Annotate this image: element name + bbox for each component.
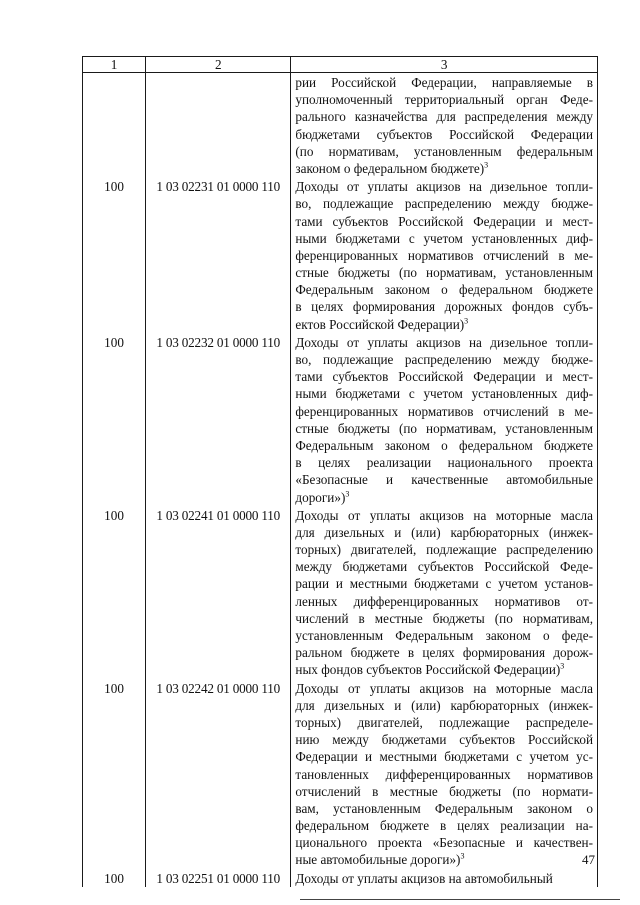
- description-line: [295, 351, 593, 368]
- footnote-marker: 3: [484, 160, 489, 170]
- revenue-description-cell: [291, 177, 598, 333]
- admin-code-cell: 100: [83, 869, 146, 887]
- description-line-text: Доходы от уплаты акцизов на дизельное топли-: [295, 179, 593, 195]
- budget-classification-code-cell: 1 03 02241 01 0000 110: [146, 506, 291, 679]
- description-line-text: между бюджетами субъектов Российской Феде-: [295, 559, 593, 575]
- revenue-description-cell: [291, 506, 598, 679]
- revenue-description-cell: [291, 679, 598, 869]
- description-line-text: уполномоченный территориальный орган Феде-: [295, 92, 593, 108]
- description-line: [295, 247, 593, 264]
- header-col-3: 3: [291, 57, 598, 73]
- description-line-text: тами субъектов Российской Федерации и мест-: [295, 369, 593, 385]
- description-line-text: дороги»): [295, 489, 346, 505]
- description-line-text: (по нормативам, установленным федеральным: [295, 143, 593, 159]
- description-line-text: рии Российской Федерации, направляемые в: [295, 75, 593, 90]
- description-line-text: ральном бюджете в целях формирования дорож-: [295, 645, 593, 661]
- admin-code-cell: 100: [83, 506, 146, 679]
- description-line-text: Доходы от уплаты акцизов на дизельное топли-: [295, 334, 593, 350]
- description-line-text: установленным Федеральным законом о феде-: [295, 628, 593, 643]
- revenue-description-cell: [291, 73, 598, 178]
- description-line: [295, 108, 593, 125]
- description-line-text: торных) двигателей, подлежащие распределе-: [295, 714, 593, 730]
- table-row: [83, 506, 598, 679]
- description-line: [295, 524, 593, 541]
- budget-classification-code-cell: 1 03 02251 01 0000 110: [146, 869, 291, 887]
- description-line: [295, 610, 593, 627]
- description-line-text: ционального проекта «Безопасные и качествен-: [295, 835, 593, 851]
- description-line: [295, 420, 593, 437]
- admin-code-cell: 100: [83, 333, 146, 506]
- description-line-text: ференцированных нормативов отчислений в ме-: [295, 403, 593, 419]
- description-line-text: ных фондов субъектов Российской Федерации): [295, 662, 561, 678]
- description-line: [295, 680, 593, 697]
- description-line-text: ными бюджетами с учетом установленных диф-: [295, 230, 593, 246]
- description-line-text: вам, установленным Федеральным законом о: [295, 800, 593, 816]
- description-line: [295, 368, 593, 385]
- budget-classification-code-cell: 1 03 02231 01 0000 110: [146, 177, 291, 333]
- description-line-text: рации и местными бюджетами с учетом установ-: [295, 576, 593, 592]
- table-body: [83, 73, 598, 887]
- table-header-row: [83, 57, 598, 73]
- budget-classification-code-cell: 1 03 02242 01 0000 110: [146, 679, 291, 869]
- footnote-marker: 3: [464, 316, 469, 326]
- description-line-text: Федеральным законом о федеральном бюджете: [295, 282, 593, 298]
- description-line: [295, 143, 593, 160]
- description-line-text: Доходы от уплаты акцизов на моторные масла: [295, 680, 593, 696]
- description-line-text: ными бюджетами с учетом установленных диф-: [295, 386, 593, 402]
- bottom-rule: [300, 899, 620, 900]
- description-line-text: Доходы от уплаты акцизов на моторные масла: [295, 507, 593, 523]
- header-col-1: 1: [83, 57, 146, 73]
- description-line-text: тами субъектов Российской Федерации и мест-: [295, 213, 593, 229]
- description-line: [295, 800, 593, 817]
- description-line: [295, 471, 593, 488]
- description-line-text: для дизельных и (или) карбюраторных (инжек-: [295, 697, 593, 713]
- description-line: [295, 834, 593, 851]
- description-line: [295, 74, 593, 91]
- description-line-text: ленных дифференцированных нормативов от-: [295, 593, 593, 609]
- description-line: [295, 644, 593, 661]
- table-row: [83, 73, 598, 178]
- description-line-text: ные автомобильные дороги»): [295, 852, 461, 868]
- description-line: [295, 264, 593, 281]
- revenue-description-cell: [291, 869, 598, 887]
- description-line-text: Доходы от уплаты акцизов на автомобильный: [295, 870, 553, 886]
- description-line: [295, 178, 593, 195]
- description-line-text: рального казначейства для распределения между: [295, 109, 593, 125]
- description-line: [295, 507, 593, 524]
- footnote-marker: 3: [460, 852, 465, 862]
- description-line: [295, 731, 593, 748]
- description-line: [295, 195, 593, 212]
- description-line: [295, 281, 593, 298]
- description-line: [295, 627, 593, 644]
- footnote-marker: 3: [345, 489, 350, 499]
- description-line-text: ференцированных нормативов отчислений в ме-: [295, 247, 593, 263]
- description-line: [295, 385, 593, 402]
- description-line-text: в целях реализации национального проекта: [295, 455, 593, 471]
- revenue-codes-table: [82, 56, 598, 887]
- page-number: 47: [582, 852, 595, 867]
- admin-code-cell: 100: [83, 177, 146, 333]
- description-line: [295, 575, 593, 592]
- description-line-text: стные бюджеты (по нормативам, установленным: [295, 420, 593, 436]
- description-line: [295, 230, 593, 247]
- table-row: [83, 333, 598, 506]
- description-line-text: Федерации и местными бюджетами с учетом ус-: [295, 749, 593, 765]
- admin-code-cell: 100: [83, 679, 146, 869]
- description-line-text: числений в местные бюджеты (по нормативам,: [295, 610, 593, 626]
- description-line: [295, 766, 593, 783]
- description-line-text: бюджетами субъектов Российской Федерации: [295, 126, 593, 142]
- description-line: [295, 437, 593, 454]
- description-line: [295, 454, 593, 471]
- description-line: [295, 91, 593, 108]
- description-line: [295, 851, 593, 868]
- description-line-text: «Безопасные и качественные автомобильные: [295, 472, 593, 488]
- description-line-text: во, подлежащие распределению между бюдже-: [295, 196, 593, 212]
- footnote-marker: 3: [560, 661, 565, 671]
- table-row: [83, 869, 598, 887]
- description-line-text: торных) двигателей, подлежащие распределению: [295, 542, 593, 558]
- description-line: [295, 748, 593, 765]
- description-line-text: во, подлежащие распределению между бюдже-: [295, 352, 593, 367]
- budget-classification-code-cell: [146, 73, 291, 178]
- description-line: [295, 870, 593, 887]
- description-line-text: отчислений в местные бюджеты (по нормати-: [295, 783, 593, 799]
- description-line-text: нию между бюджетами субъектов Российской: [295, 732, 593, 748]
- budget-classification-code-cell: 1 03 02232 01 0000 110: [146, 333, 291, 506]
- description-line: [295, 541, 593, 558]
- description-line: [295, 714, 593, 731]
- table-row: [83, 177, 598, 333]
- description-line-text: в целях формирования дорожных фондов субъ-: [295, 299, 593, 315]
- description-line: [295, 593, 593, 610]
- description-line-text: тановленных дифференцированных нормативов: [295, 766, 593, 782]
- description-line: [295, 697, 593, 714]
- description-line-text: ектов Российской Федерации): [295, 316, 465, 332]
- description-line: [295, 661, 593, 678]
- description-line-text: стные бюджеты (по нормативам, установленным: [295, 265, 593, 281]
- description-line: [295, 126, 593, 143]
- description-line: [295, 489, 593, 506]
- description-line-text: законом о федеральном бюджете): [295, 160, 485, 176]
- description-line: [295, 316, 593, 333]
- description-line: [295, 403, 593, 420]
- description-line: [295, 213, 593, 230]
- description-line: [295, 160, 593, 177]
- description-line-text: федеральном бюджете в целях реализации на-: [295, 818, 593, 834]
- description-line: [295, 783, 593, 800]
- header-col-2: 2: [146, 57, 291, 73]
- description-line-text: для дизельных и (или) карбюраторных (инжек-: [295, 524, 593, 540]
- admin-code-cell: [83, 73, 146, 178]
- description-line-text: Федеральным законом о федеральном бюджете: [295, 437, 593, 453]
- table-row: [83, 679, 598, 869]
- description-line: [295, 558, 593, 575]
- description-line: [295, 298, 593, 315]
- description-line: [295, 817, 593, 834]
- description-line: [295, 334, 593, 351]
- revenue-description-cell: [291, 333, 598, 506]
